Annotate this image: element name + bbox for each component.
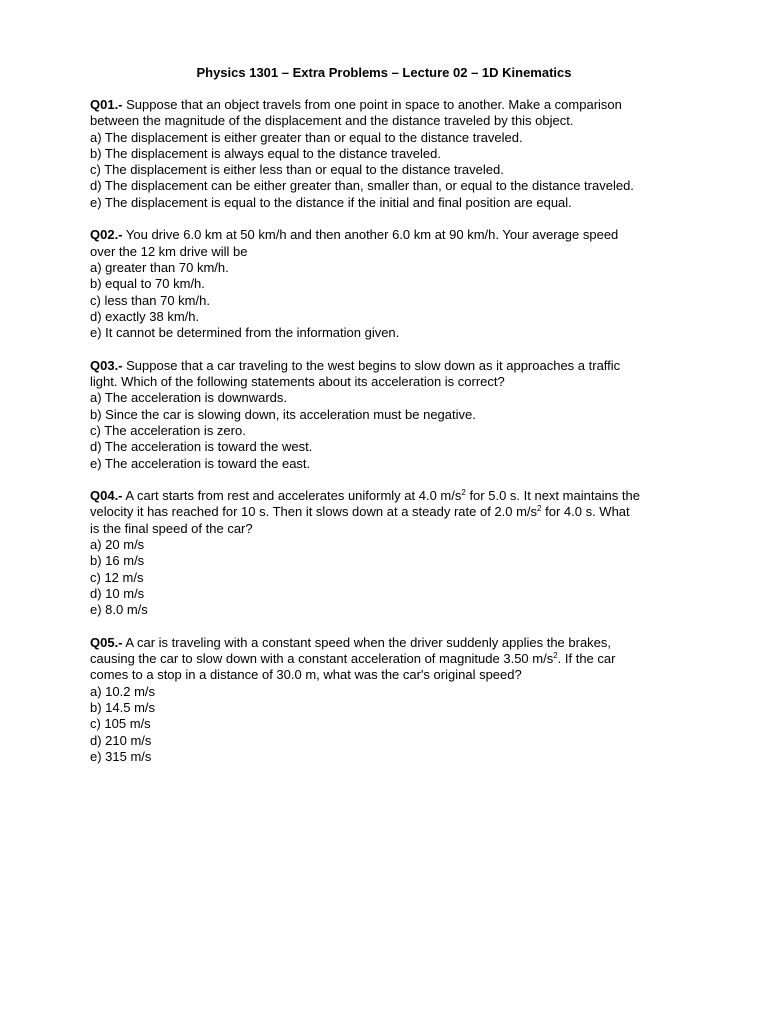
question-text: over the 12 km drive will be [90,243,248,259]
question-text: is the final speed of the car? [90,520,253,536]
answer-choice: d) exactly 38 km/h. [90,308,200,324]
question-text-line [90,227,690,243]
answer-choice: e) It cannot be determined from the information given. [90,325,400,341]
answer-choice: c) The displacement is either less than or equal to the distance traveled. [90,162,504,178]
question-text: A car is traveling with a constant speed when the driver suddenly applies the brakes, [122,634,612,650]
answer-choice: d) The acceleration is toward the west. [90,439,313,455]
answer-choice: b) equal to 70 km/h. [90,276,205,292]
answer-choice: c) The acceleration is zero. [90,422,246,438]
question-text: between the magnitude of the displacement and the distance traveled by this object. [90,113,574,129]
answer-choice: a) 10.2 m/s [90,683,156,699]
question-3 [90,358,690,472]
question-text-line [90,651,690,667]
question-text: You drive 6.0 km at 50 km/h and then another 6.0 km at 90 km/h. Your average speed [122,227,619,243]
question-text-line [90,667,690,683]
answer-choice: d) 10 m/s [90,585,145,601]
answer-choice: b) Since the car is slowing down, its acceleration must be negative. [90,406,476,422]
superscript: 2 [461,488,466,498]
answer-choice: d) The displacement can be either greater than, smaller than, or equal to the distance traveled. [90,178,634,194]
answer-choice: b) 14.5 m/s [90,699,156,715]
question-number: Q01.- [90,97,123,112]
answer-choice: c) less than 70 km/h. [90,292,210,308]
question-5 [90,635,690,765]
question-text-line [90,521,690,537]
question-text: A cart starts from rest and accelerates uniformly at 4.0 m/s [122,488,462,504]
document-title: Physics 1301 – Extra Problems – Lecture 02 – 1D Kinematics [196,65,572,80]
question-text-line [90,488,690,504]
answer-choice: b) The displacement is always equal to the distance traveled. [90,145,441,161]
question-text-line [90,504,690,520]
answer-choice: e) 8.0 m/s [90,602,148,618]
superscript: 2 [553,651,558,661]
answer-choice: e) The acceleration is toward the east. [90,455,311,471]
answer-choice: a) 20 m/s [90,537,145,553]
answer-choice: a) The acceleration is downwards. [90,390,288,406]
question-4 [90,488,690,618]
question-number: Q05.- [90,634,123,650]
question-text-line [90,244,690,260]
question-list [90,97,690,781]
question-text: causing the car to slow down with a constant acceleration of magnitude 3.50 m/s [90,651,554,667]
answer-choice: a) The displacement is either greater than or equal to the distance traveled. [90,129,523,145]
answer-choice: c) 105 m/s [90,716,151,732]
question-text: comes to a stop in a distance of 30.0 m, what was the car's original speed? [90,667,522,683]
question-text: Suppose that a car traveling to the west begins to slow down as it approaches a traffic [122,357,621,373]
question-text: for 4.0 s. What [541,504,630,520]
answer-choice: e) The displacement is equal to the distance if the initial and final position are equal. [90,194,572,210]
answer-choice: b) 16 m/s [90,553,145,569]
question-text: light. Which of the following statements about its acceleration is correct? [90,374,505,390]
answer-choice: c) 12 m/s [90,569,144,585]
question-2 [90,227,690,341]
question-number: Q04.- [90,488,123,504]
question-text-line [90,97,690,113]
question-text: . If the car [557,651,616,667]
answer-choice: e) 315 m/s [90,748,152,764]
answer-choice: a) greater than 70 km/h. [90,259,229,275]
question-text: velocity it has reached for 10 s. Then it slows down at a steady rate of 2.0 m/s [90,504,538,520]
question-text-line [90,635,690,651]
question-text: for 5.0 s. It next maintains the [465,488,640,504]
question-text-line [90,113,690,129]
question-text-line [90,358,690,374]
answer-choice: d) 210 m/s [90,732,152,748]
question-text-line [90,374,690,390]
question-text: Suppose that an object travels from one point in space to another. Make a comparison [122,97,622,112]
question-number: Q03.- [90,357,123,373]
question-number: Q02.- [90,227,123,243]
question-1 [90,97,690,211]
superscript: 2 [537,504,542,514]
